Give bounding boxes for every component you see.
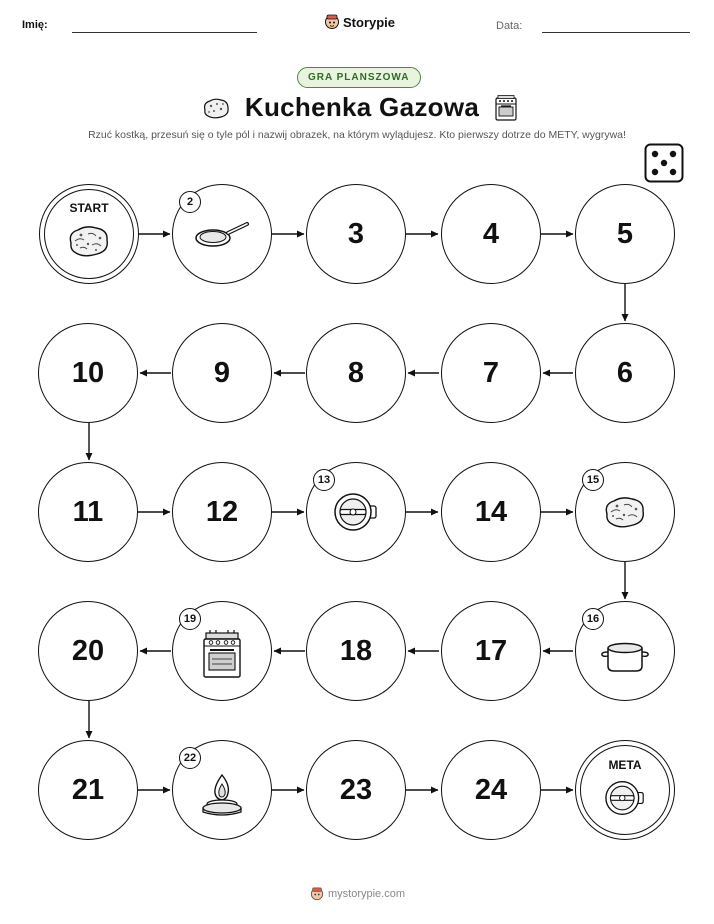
board-square-21[interactable] (38, 740, 138, 840)
board-square-5[interactable] (575, 184, 675, 284)
square-number: 12 (205, 495, 239, 528)
board-square-4[interactable] (441, 184, 541, 284)
board-square-11[interactable] (38, 462, 138, 562)
start-square[interactable] (39, 184, 139, 284)
gas-stove-icon (200, 629, 244, 679)
board-square-8[interactable] (306, 323, 406, 423)
footer-site[interactable]: mystorypie.com (328, 888, 406, 900)
board-square-13[interactable] (306, 462, 406, 562)
square-number: 21 (71, 773, 105, 806)
square-number: 11 (72, 495, 104, 528)
square-number: 6 (616, 356, 634, 389)
finish-label: META (608, 758, 642, 772)
name-label: Imię: (22, 19, 48, 31)
square-number: 8 (347, 356, 365, 389)
board-square-6[interactable] (575, 323, 675, 423)
gas-burner-flame-icon (200, 771, 244, 817)
instructions-text: Rzuć kostką, przesuń się o tyle pól i nazwij obrazek, na którym wylądujesz. Kto pierwszy dotrze do METY, wygrywa! (88, 129, 626, 141)
square-number: 24 (474, 773, 508, 806)
board-square-19[interactable] (172, 601, 272, 701)
square-number: 3 (347, 217, 365, 250)
page-title: Kuchenka Gazowa (244, 92, 480, 122)
board-square-10[interactable] (38, 323, 138, 423)
footer (310, 886, 405, 902)
board-square-14[interactable] (441, 462, 541, 562)
board-square-16[interactable] (575, 601, 675, 701)
board-square-3[interactable] (306, 184, 406, 284)
square-number: 5 (616, 217, 634, 250)
cooking-pot-icon (599, 636, 651, 674)
frying-pan-icon (193, 219, 251, 249)
sponge-icon (602, 494, 648, 530)
square-number: 20 (71, 634, 105, 667)
finish-square[interactable] (575, 740, 675, 840)
square-number: 18 (339, 634, 373, 667)
board-square-15[interactable] (575, 462, 675, 562)
sponge-icon (66, 223, 112, 259)
square-number-badge: 15 (582, 469, 604, 491)
board-square-7[interactable] (441, 323, 541, 423)
board-square-12[interactable] (172, 462, 272, 562)
board-square-18[interactable] (306, 601, 406, 701)
square-number-badge: 13 (313, 469, 335, 491)
board-square-23[interactable] (306, 740, 406, 840)
gas-knob-icon (602, 778, 648, 818)
board-square-22[interactable] (172, 740, 272, 840)
square-number: 23 (339, 773, 373, 806)
game-type-badge: GRA PLANSZOWA (297, 67, 421, 88)
board-square-17[interactable] (441, 601, 541, 701)
brand-name: Storypie (343, 14, 396, 30)
gas-knob-icon (331, 490, 381, 534)
square-number-badge: 2 (179, 191, 201, 213)
square-number-badge: 16 (582, 608, 604, 630)
date-label: Data: (496, 20, 523, 32)
square-number: 7 (482, 356, 500, 389)
board-square-2[interactable] (172, 184, 272, 284)
square-number-badge: 19 (179, 608, 201, 630)
board-square-20[interactable] (38, 601, 138, 701)
square-number: 9 (213, 356, 231, 389)
board-square-24[interactable] (441, 740, 541, 840)
storypie-mascot-icon (310, 886, 324, 902)
board-square-9[interactable] (172, 323, 272, 423)
square-number: 4 (482, 217, 500, 250)
square-number: 10 (71, 356, 105, 389)
square-number-badge: 22 (179, 747, 201, 769)
square-number: 14 (474, 495, 508, 528)
square-number: 17 (474, 634, 508, 667)
start-label: START (69, 201, 109, 215)
